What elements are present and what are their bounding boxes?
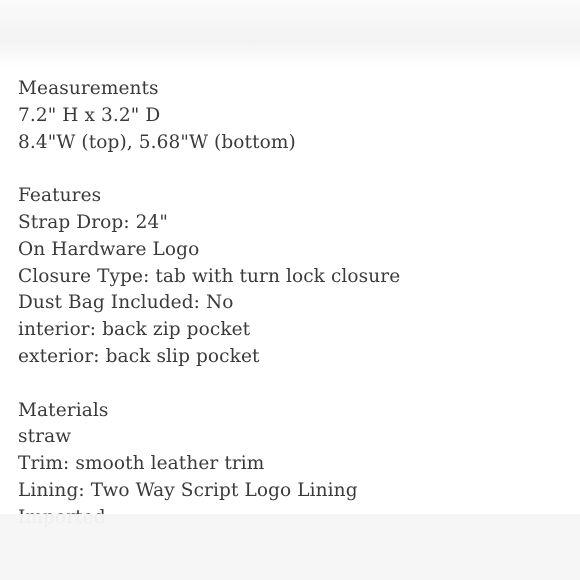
- materials-heading: Materials: [18, 399, 109, 421]
- materials-section: [18, 398, 558, 532]
- material-line: straw: [18, 426, 72, 448]
- feature-line: Closure Type: tab with turn lock closure: [18, 265, 401, 287]
- features-section: [18, 183, 558, 371]
- measurement-line: 7.2" H x 3.2" D: [18, 104, 161, 126]
- feature-line: Dust Bag Included: No: [18, 292, 234, 314]
- feature-line: interior: back zip pocket: [18, 319, 251, 341]
- material-line: Trim: smooth leather trim: [18, 453, 265, 475]
- measurements-heading: Measurements: [18, 78, 159, 99]
- measurements-section: [18, 76, 558, 156]
- product-details: [18, 76, 558, 558]
- material-line: Lining: Two Way Script Logo Lining: [18, 479, 358, 501]
- measurement-line: 8.4"W (top), 5.68"W (bottom): [18, 131, 296, 153]
- feature-line: On Hardware Logo: [18, 238, 200, 260]
- feature-line: exterior: back slip pocket: [18, 345, 260, 367]
- bottom-fade-overlay: [0, 514, 580, 580]
- features-heading: Features: [18, 185, 102, 207]
- feature-line: Strap Drop: 24": [18, 211, 169, 233]
- top-fade-overlay: [0, 0, 580, 68]
